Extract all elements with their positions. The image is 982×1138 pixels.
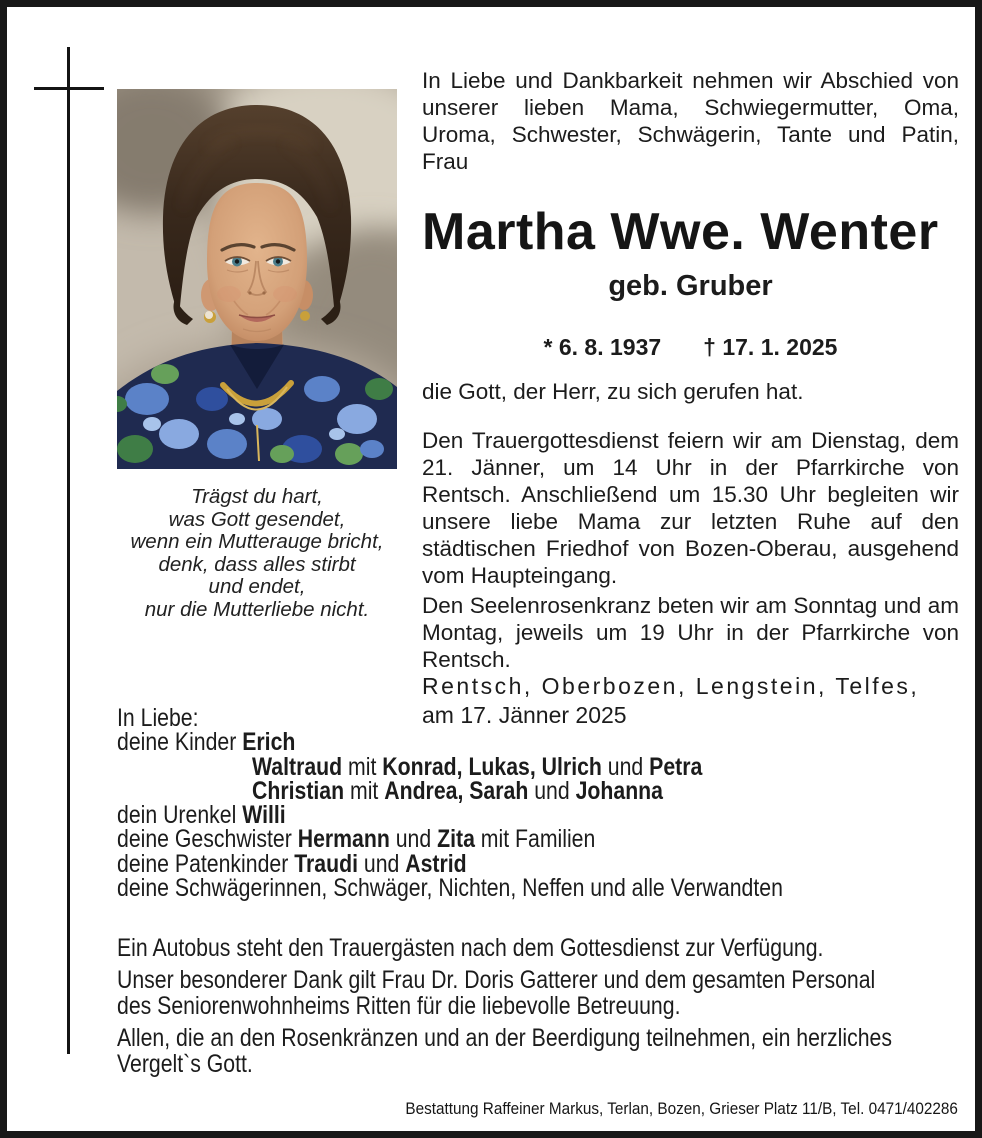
cross-icon-bar: [34, 87, 104, 90]
memorial-poem: [102, 486, 412, 621]
poem-line: wenn ein Mutterauge bricht,: [130, 530, 384, 553]
mourner-text: und: [389, 825, 438, 854]
note-line: Allen, die an den Rosenkränzen und an der Beerdigung teilnehmen, ein herzliches: [117, 1024, 892, 1052]
rosary-paragraph: Den Seelenrosenkranz beten wir am Sonntag und am Montag, jeweils um 19 Uhr in der Pfarrkirche von Rentsch.: [422, 593, 959, 672]
funeral-service-paragraph: Den Trauergottesdienst feiern wir am Dienstag, dem 21. Jänner, um 14 Uhr in der Pfarrkirche von Rentsch. Anschließend um 15.30 Uhr begleiten wir unsere liebe Mama zur letzten Ruhe auf den städtischen Friedhof von Bozen-Oberau, ausgehend vom Haupteingang.: [422, 428, 959, 588]
mourner-name: Waltraud: [252, 752, 343, 781]
mourner-name: Andrea, Sarah: [384, 776, 529, 805]
death-date: † 17. 1. 2025: [703, 334, 838, 360]
mourner-line: [117, 825, 783, 854]
mourner-line: [252, 752, 803, 781]
deceased-name: Martha Wwe. Wenter: [422, 203, 939, 261]
mourner-name: Petra: [649, 752, 703, 781]
mourner-text: und: [357, 849, 406, 878]
poem-line: denk, dass alles stirbt: [158, 552, 356, 576]
portrait-photo: [117, 89, 397, 469]
mourner-text: dein Urenkel: [117, 801, 243, 830]
note-rosaries: [117, 1025, 982, 1077]
date-line: am 17. Jänner 2025: [422, 702, 627, 728]
cross-icon: [67, 47, 70, 1054]
poem-line: nur die Mutterliebe nicht.: [144, 597, 370, 621]
maiden-name: geb. Gruber: [608, 270, 773, 302]
birth-date: * 6. 8. 1937: [543, 334, 662, 360]
mourner-line: [252, 776, 803, 805]
poem-line: Trägst du hart,: [191, 485, 323, 508]
mourner-name: Hermann: [297, 825, 390, 854]
mourner-line: [117, 801, 783, 830]
note-line: Ein Autobus steht den Trauergästen nach dem Gottesdienst zur Verfügung.: [117, 934, 824, 962]
places-line: Rentsch, Oberbozen, Lengstein, Telfes,: [422, 673, 920, 699]
funeral-home-footer: Bestattung Raffeiner Markus, Terlan, Bozen, Grieser Platz 11/B, Tel. 0471/402286: [405, 1099, 958, 1118]
mourners-list: [117, 704, 900, 903]
mourner-text: deine Geschwister: [117, 825, 298, 854]
life-dates: [422, 334, 959, 361]
mourner-name: Willi: [242, 801, 286, 830]
mourner-text: mit: [342, 752, 383, 781]
poem-line: und endet,: [208, 575, 306, 598]
note-bus: [117, 935, 948, 961]
mourner-name: Johanna: [575, 776, 663, 805]
note-line: Unser besonderer Dank gilt Frau Dr. Doris Gatterer und dem gesamten Personal: [117, 966, 876, 994]
mourner-line: [117, 849, 783, 878]
mourner-text: deine Schwägerinnen, Schwäger, Nichten, Neffen und alle Verwandten: [117, 874, 783, 903]
mourner-name: Astrid: [405, 849, 467, 878]
mourner-name: Zita: [437, 825, 475, 854]
mourner-line: [117, 706, 783, 730]
mourner-text: In Liebe:: [117, 704, 199, 732]
mourner-text: deine Patenkinder: [117, 849, 295, 878]
poem-line: was Gott gesendet,: [168, 507, 346, 531]
mourner-line: [117, 874, 783, 903]
mourner-text: mit: [344, 776, 385, 805]
note-thanks: [117, 967, 982, 1019]
note-line: Vergelt`s Gott.: [117, 1050, 253, 1078]
mourner-text: mit Familien: [474, 825, 596, 854]
mourner-text: und: [601, 752, 650, 781]
mourner-name: Erich: [242, 728, 296, 757]
mourner-name: Christian: [252, 776, 345, 805]
mourner-text: und: [528, 776, 576, 805]
portrait-illustration: [117, 89, 397, 469]
mourner-name: Konrad, Lukas, Ulrich: [382, 752, 602, 781]
mourner-name: Traudi: [294, 849, 358, 878]
mourner-text: deine Kinder: [117, 728, 243, 757]
called-line: die Gott, der Herr, zu sich gerufen hat.: [422, 379, 804, 404]
intro-paragraph: In Liebe und Dankbarkeit nehmen wir Abschied von unserer lieben Mama, Schwiegermutter, Oma, Uroma, Schwester, Schwägerin, Tante und Patin, Frau: [422, 68, 959, 174]
note-line: des Seniorenwohnheims Ritten für die liebevolle Betreuung.: [117, 992, 681, 1020]
mourner-line: [117, 728, 783, 757]
